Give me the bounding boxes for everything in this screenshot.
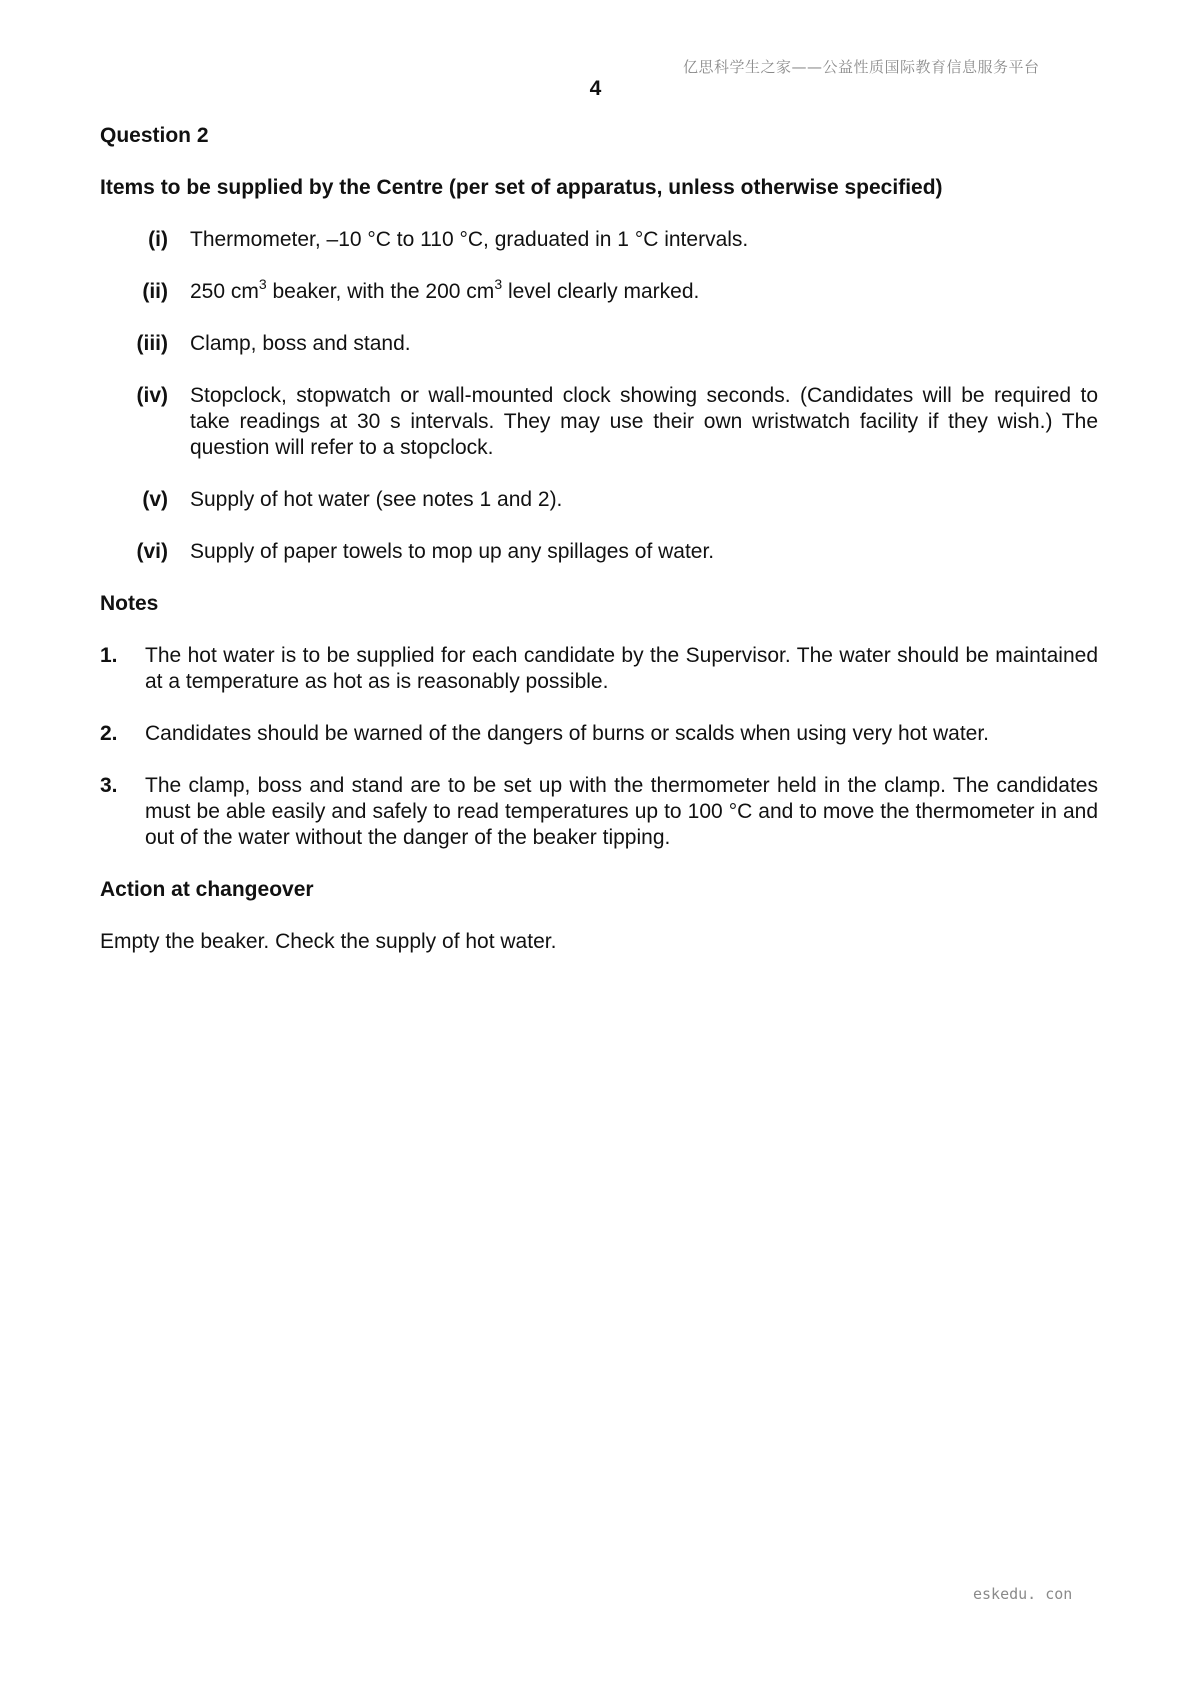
notes-heading: Notes bbox=[100, 592, 159, 615]
item-number: (vi) bbox=[136, 540, 168, 563]
note-text: The hot water is to be supplied for each candidate by the Supervisor. The water should be maintained at a temperature as hot as is reasonably possible. bbox=[145, 644, 1098, 693]
note-text: Candidates should be warned of the dangers of burns or scalds when using very hot water. bbox=[145, 722, 990, 745]
action-heading: Action at changeover bbox=[100, 878, 314, 901]
page-number: 4 bbox=[589, 77, 602, 100]
watermark-top: 亿思科学生之家——公益性质国际教育信息服务平台 bbox=[683, 58, 1040, 76]
item-text: 250 $cm^3$ beaker, with the 200 $cm^3$ level clearly marked. bbox=[190, 276, 700, 303]
question-title: Question 2 bbox=[100, 124, 209, 147]
watermark-bottom: eskedu. con bbox=[973, 1585, 1073, 1603]
note-text: The clamp, boss and stand are to be set up with the thermometer held in the clamp. The candidates must be able easily and safely to read temperatures up to 100 °C and to move the thermometer in and out of the water without the danger of the beaker tipping. bbox=[145, 774, 1098, 849]
action-text: Empty the beaker. Check the supply of hot water. bbox=[100, 930, 557, 953]
item-text: Supply of paper towels to mop up any spillages of water. bbox=[190, 540, 715, 563]
item-number: (iv) bbox=[136, 384, 168, 407]
item-text: Supply of hot water (see notes 1 and 2). bbox=[190, 488, 563, 511]
item-text: Thermometer, –10 °C to 110 °C, graduated in 1 °C intervals. bbox=[190, 228, 749, 251]
item-text: Stopclock, stopwatch or wall-mounted clock showing seconds. (Candidates will be required to take readings at 30 s intervals. They may use their own wristwatch facility if they wish.) The question will refer to a stopclock. bbox=[190, 384, 1098, 459]
item-number: (iii) bbox=[136, 332, 168, 355]
item-text: Clamp, boss and stand. bbox=[190, 332, 411, 355]
note-number: 3. bbox=[100, 774, 118, 797]
note-number: 2. bbox=[100, 722, 118, 745]
item-number: (v) bbox=[142, 488, 168, 511]
note-number: 1. bbox=[100, 644, 118, 667]
item-number: (ii) bbox=[142, 280, 168, 303]
item-number: (i) bbox=[148, 228, 168, 251]
items-heading: Items to be supplied by the Centre (per set of apparatus, unless otherwise specified) bbox=[100, 176, 943, 199]
